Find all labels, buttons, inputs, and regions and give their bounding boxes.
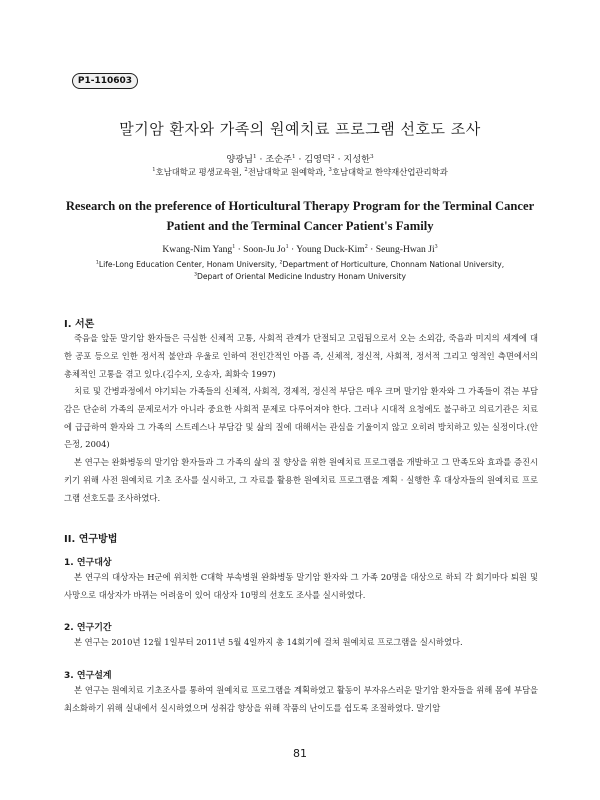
author-name: 지성한	[343, 154, 371, 165]
author-affiliation-marker: 2	[331, 153, 335, 160]
author-affiliation-marker: 1	[291, 153, 296, 160]
author-list-english	[0, 244, 600, 255]
author-separator: ·	[337, 154, 341, 165]
subjects-paragraph: 본 연구의 대상자는 H군에 위치한 C대학 부속병원 완화병동 말기암 환자와 그 가족 20명을 대상으로 하되 각 회기마다 퇴원 및 사망으로 대상자가 바뀌는 어려움이 있어 대상자 10명의 선호도 조사를 실시하였다.	[64, 572, 538, 600]
affiliation-text: 호남대학교 평생교육원	[155, 167, 240, 177]
abstract-code-badge: P1-110603	[72, 73, 138, 89]
affiliation-text: 호남대학교 한약재산업관리학과	[331, 167, 448, 177]
author-affiliation-marker: 3	[370, 153, 374, 160]
affiliation-text: Life-Long Education Center, Honam University,	[98, 260, 280, 269]
section-heading-introduction: I. 서론	[64, 319, 95, 330]
author-separator: ·	[237, 244, 241, 255]
introduction-paragraph: 본 연구는 완화병동의 말기암 환자들과 그 가족의 삶의 질 향상을 위한 원예치료 프로그램을 개발하고 그 만족도와 효과를 증진시키기 위해 사전 원예치료 기초 조사를 실시하고, 그 자료를 활용한 원예치료 프로그램을 계획 · 실행한 후 대상자들의 원예치료 프로그램 선호도를 조사하였다.	[64, 457, 538, 503]
author-name: Soon-Ju Jo	[243, 244, 286, 255]
affiliation-marker: 1	[152, 167, 156, 174]
design-paragraph: 본 연구는 원예치료 기초조사를 통하여 원예치료 프로그램을 계획하였고 활동이 부자유스러운 말기암 환자들을 위해 몸에 부담을 최소화하기 위해 실내에서 실시하였으며 성취감 향상을 위해 작품의 난이도를 쉽도록 조절하였다. 말기암	[64, 685, 538, 713]
affiliation-marker: 3	[193, 271, 197, 277]
author-affiliation-marker: 1	[285, 243, 289, 250]
author-name: 양광님	[226, 154, 253, 165]
affiliation-marker: 2	[279, 260, 283, 266]
introduction-paragraph: 죽음을 앞둔 말기암 환자들은 극심한 신체적 고통, 사회적 관계가 단절되고 고립됨으로서 오는 소외감, 죽음과 미지의 세계에 대한 공포 등으로 인한 정서적 불안과 우울로 인하여 전인간적인 아픔 즉, 신체적, 정신적, 사회적, 정서적 그리고 영적인 측면에서의 총체적인 고통을 겪고 있다.(김수지, 오송자, 최화숙 1997)	[64, 333, 538, 379]
affiliation-text: 전남대학교 원예학과	[247, 167, 324, 177]
period-paragraph: 본 연구는 2010년 12월 1일부터 2011년 5월 4일까지 총 14회기에 걸쳐 원예치료 프로그램을 실시하였다.	[74, 637, 463, 647]
subsection-heading-design: 3. 연구설계	[64, 671, 112, 681]
paper-title-english: Research on the preference of Horticultural Therapy Program for the Terminal Cancer Patient and the Terminal Cancer Patient's Family	[65, 199, 535, 233]
affiliation-text: Department of Horticulture, Chonnam National University,	[282, 260, 505, 269]
affiliation-list-english	[60, 259, 540, 282]
author-affiliation-marker: 2	[364, 243, 368, 250]
author-list-korean	[0, 151, 600, 165]
author-name: 김영덕	[304, 154, 332, 165]
author-affiliation-marker: 3	[434, 243, 438, 250]
author-name: Young Duck-Kim	[296, 244, 365, 255]
subsection-heading-subjects: 1. 연구대상	[64, 558, 112, 568]
author-separator: ·	[290, 244, 295, 255]
author-name: Kwang-Nim Yang	[162, 244, 233, 255]
author-separator: ·	[370, 244, 374, 255]
affiliation-marker: 2	[244, 167, 248, 174]
author-affiliation-marker: 1	[252, 153, 257, 160]
author-name: 조순주	[265, 154, 292, 165]
affiliation-marker: 1	[95, 260, 99, 266]
author-separator: ·	[259, 154, 263, 165]
page-number: 81	[293, 747, 307, 760]
section-heading-methods: II. 연구방법	[64, 534, 118, 545]
subsection-heading-period: 2. 연구기간	[64, 623, 112, 633]
author-affiliation-marker: 1	[232, 243, 236, 250]
introduction-paragraph: 치료 및 간병과정에서 야기되는 가족들의 신체적, 사회적, 경제적, 정신적 부담은 매우 크며 말기암 환자와 그 가족들이 겪는 부담감은 단순히 가족의 문제로서가 아니라 중요한 사회적 문제로 다루어져야 한다. 그러나 시대적 요청에도 불구하고 의료기관은 치료에 급급하여 환자와 그 가족의 스트레스나 부담감 및 삶의 질에 대해서는 관심을 기울이지 않고 오히려 방치하고 있는 실정이다.(안은정, 2004)	[64, 386, 538, 450]
author-separator: ·	[298, 154, 302, 165]
affiliation-text: Depart of Oriental Medicine Industry Honam University	[196, 271, 406, 281]
affiliation-list-korean: $^1$호남대학교 평생교육원, $^2$전남대학교 원예학과, $^3$호남대학교 한약재산업관리학과	[152, 167, 448, 177]
author-name: Seung-Hwan Ji	[375, 244, 435, 255]
affiliation-marker: 3	[328, 167, 332, 174]
paper-title-korean: 말기암 환자와 가족의 원예치료 프로그램 선호도 조사	[119, 120, 481, 138]
